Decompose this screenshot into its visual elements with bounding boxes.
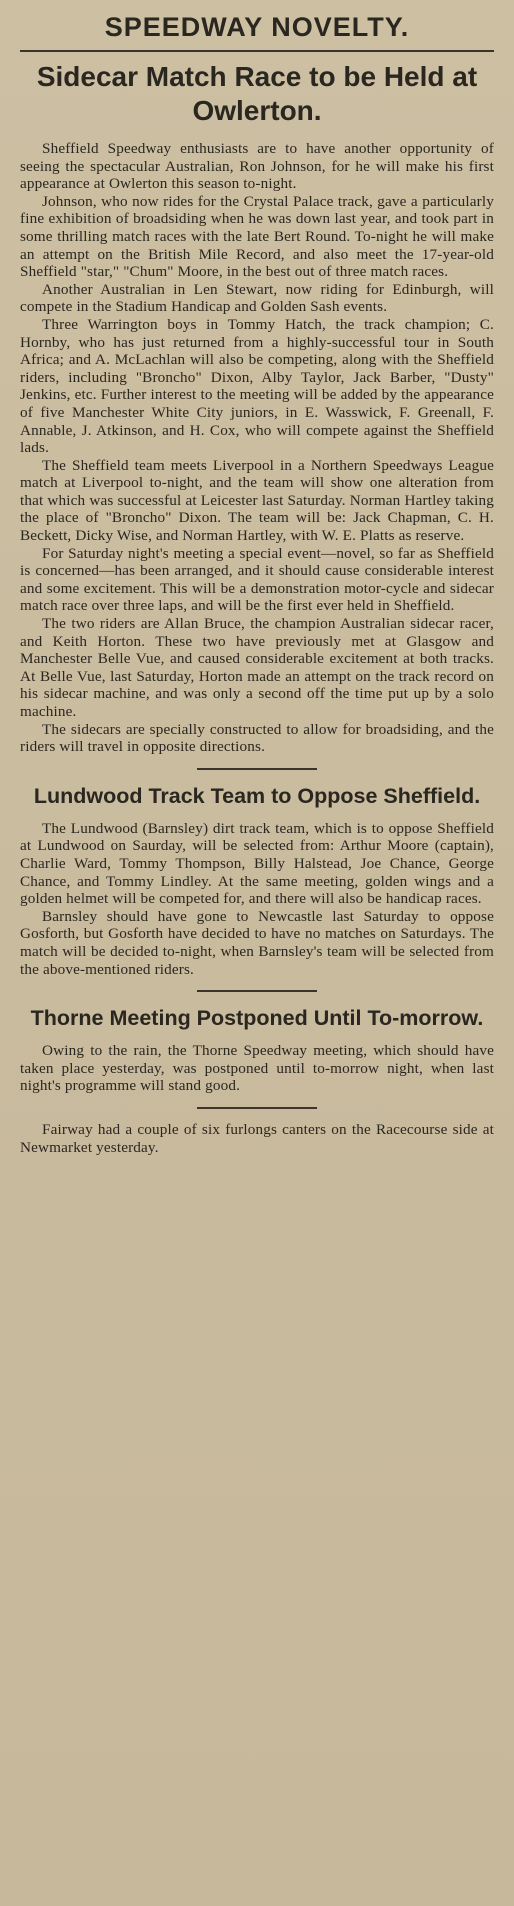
article-headline: Sidecar Match Race to be Held at Owlerton. — [36, 61, 478, 126]
tail-fragment: Fairway had a couple of six furlongs canters on the Racecourse side at Newmarket yesterday. — [20, 1120, 494, 1156]
article-thorne — [20, 1004, 494, 1095]
section-divider — [197, 768, 317, 770]
paragraph: Barnsley should have gone to Newcastle last Saturday to oppose Gosforth, but Gosforth have decided to have no matches on Saturdays. The match will be decided to-night, when Barnsley's team will be selected from the above-mentioned riders. — [20, 907, 494, 978]
paragraph: For Saturday night's meeting a special event—novel, so far as Sheffield is concerned—has been arranged, and it should cause considerable interest and some excitement. This will be a demonstration motor-cycle and sidecar match race over three laps, and will be the first ever held in Sheffield. — [20, 544, 494, 615]
paragraph: Sheffield Speedway enthusiasts are to have another opportunity of seeing the spectacular Australian, Ron Johnson, for he will make his first appearance at Owlerton this season to-night. — [20, 140, 494, 193]
paragraph: The sidecars are specially constructed to allow for broadsiding, and the riders will travel in opposite directions. — [20, 720, 494, 756]
article-lundwood — [20, 782, 494, 978]
paragraph: Another Australian in Len Stewart, now riding for Edinburgh, will compete in the Stadium Handicap and Golden Sash events. — [20, 280, 494, 316]
article-headline: Lundwood Track Team to Oppose Sheffield. — [33, 783, 481, 808]
headline-divider — [20, 50, 494, 52]
section-divider — [197, 1107, 317, 1109]
paragraph: The two riders are Allan Bruce, the champion Australian sidecar racer, and Keith Horton. These two have previously met at Glasgow and Manchester Belle Vue, and caused considerable excitement at both tracks. At Belle Vue, last Saturday, Horton made an attempt on the track record on his sidecar machine, and was only a second off the time put up by a solo machine. — [20, 615, 494, 720]
paragraph: Owing to the rain, the Thorne Speedway meeting, which should have taken place yesterday, was postponed until to-morrow night, when last night's programme will stand good. — [20, 1042, 494, 1095]
paragraph: The Sheffield team meets Liverpool in a Northern Speedways League match at Liverpool to-night, and the team will show one alteration from that which was successful at Leicester last Saturday. Norman Hartley taking the place of "Broncho" Dixon. The team will be: Jack Chapman, C. H. Beckett, Dicky Wise, and Norman Hartley, with W. E. Platts as reserve. — [20, 456, 494, 545]
paragraph: The Lundwood (Barnsley) dirt track team, which is to oppose Sheffield at Lundwood on Saurday, will be selected from: Arthur Moore (captain), Charlie Ward, Tommy Thompson, Billy Halstead, Joe Chance, George Chance, and Tommy Lindley. At the same meeting, golden wings and a golden helmet will be competed for, and there will also be handicap races. — [20, 819, 494, 908]
section-divider — [197, 990, 317, 992]
paragraph: Three Warrington boys in Tommy Hatch, the track champion; C. Hornby, who has just returned from a highly-successful tour in South Africa; and A. McLachlan will also be competing, along with the Sheffield riders, including "Broncho" Dixon, Alby Taylor, Jack Barber, "Dusty" Jenkins, etc. Further interest to the meeting will be added by the appearance of five Manchester White City juniors, in E. Wasswick, F. Greenall, F. Annable, J. Atkinson, and H. Cox, who will compete against the Sheffield lads. — [20, 315, 494, 457]
article-headline: Thorne Meeting Postponed Until To-morrow. — [30, 1006, 484, 1031]
paragraph: Johnson, who now rides for the Crystal Palace track, gave a particularly fine exhibition of broadsiding when he was down last year, and took part in some thrilling match races with the late Bert Round. To-night he will make an attempt on the British Mile Record, and also meet the 17-year-old Sheffield "star," "Chum" Moore, in the best out of three match races. — [20, 192, 494, 281]
main-headline: SPEEDWAY NOVELTY. — [104, 12, 410, 42]
article-sidecar-match — [20, 60, 494, 756]
